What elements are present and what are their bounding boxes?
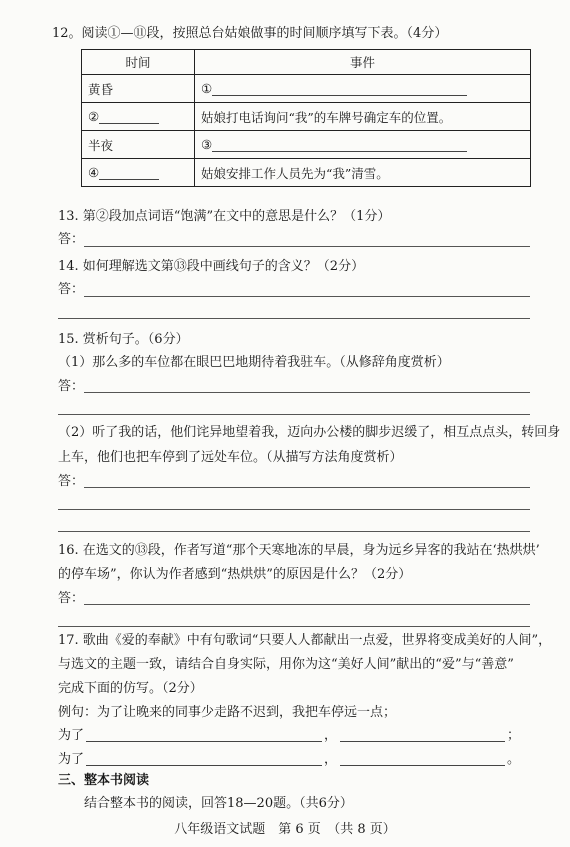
answer-line[interactable]	[58, 509, 530, 510]
q16-line2: 的停车场”，你认为作者感到“热烘烘”的原因是什么？（2分）	[58, 567, 412, 582]
q17-fill-prefix-2: 为了	[58, 752, 85, 767]
fill-blank[interactable]	[86, 741, 322, 742]
q15-prompt: 15. 赏析句子。（6分）	[58, 332, 189, 347]
q17-comma-2: ，	[324, 752, 338, 767]
q17-line3: 完成下面的仿写。（2分）	[58, 681, 203, 696]
q17-example: 例句：为了让晚来的同事少走路不迟到，我把车停远一点；	[58, 705, 397, 720]
q17-line2: 与选文的主题一致，请结合自身实际，用你为这“美好人间”献出的“爱”与“善意”	[58, 657, 514, 672]
table-cell-event: ①	[195, 75, 531, 103]
fill-blank[interactable]	[99, 111, 159, 124]
q17-line1: 17. 歌曲《爱的奉献》中有句歌词“只要人人都献出一点爱，世界将变成美好的人间”，	[58, 633, 552, 648]
table-row	[82, 159, 531, 187]
q14-answer-label: 答：	[58, 282, 85, 297]
q17-period: 。	[507, 752, 521, 767]
answer-line[interactable]	[84, 487, 530, 488]
table-row	[82, 131, 531, 159]
answer-line[interactable]	[84, 296, 530, 297]
table-header-time: 时间	[82, 50, 195, 75]
fill-blank[interactable]	[86, 765, 322, 766]
table-cell-time: 黄昏	[82, 75, 195, 103]
answer-line[interactable]	[84, 604, 530, 605]
fill-blank[interactable]	[340, 741, 505, 742]
table-cell-time: ②	[82, 103, 195, 131]
q15-sub2-line2: 上车，他们也把车停到了远处车位。（从描写方法角度赏析）	[58, 450, 403, 465]
answer-line[interactable]	[84, 246, 530, 247]
table-row	[82, 75, 531, 103]
answer-line[interactable]	[84, 392, 530, 393]
answer-line[interactable]	[58, 626, 530, 627]
table-cell-event: 姑娘打电话询问“我”的车牌号确定车的位置。	[195, 103, 531, 131]
q15-sub2-line1: （2）听了我的话，他们诧异地望着我，迈向办公楼的脚步迟缓了，相互点点头，转回身	[58, 425, 561, 440]
fill-blank[interactable]	[212, 83, 467, 96]
q15-answer-label-2: 答：	[58, 474, 85, 489]
q17-comma-1: ，	[324, 728, 338, 743]
table-cell-time: 半夜	[82, 131, 195, 159]
page-footer: 八年级语文试题 第 6 页 （共 8 页）	[174, 822, 396, 837]
fill-blank[interactable]	[340, 765, 505, 766]
answer-line[interactable]	[58, 318, 530, 319]
table-header-event: 事件	[195, 50, 531, 75]
q15-sub1: （1）那么多的车位都在眼巴巴地期待着我驻车。（从修辞角度赏析）	[58, 355, 450, 370]
section3-title: 三、整本书阅读	[58, 773, 150, 788]
q12-table	[81, 49, 531, 187]
table-cell-time: ④	[82, 159, 195, 187]
q16-line1: 16. 在选文的⑬段，作者写道“那个天寒地冻的早晨，身为远乡异客的我站在‘热烘烘’	[58, 543, 540, 558]
answer-line[interactable]	[58, 531, 530, 532]
q12-prompt: 12。阅读①—⑪段，按照总台姑娘做事的时间顺序填写下表。（4分）	[52, 26, 448, 41]
fill-blank[interactable]	[212, 139, 467, 152]
section3-instruction: 结合整本书的阅读，回答18—20题。（共6分）	[84, 796, 353, 811]
fill-blank[interactable]	[99, 167, 159, 180]
q17-semicolon: ；	[507, 728, 521, 743]
answer-line[interactable]	[58, 414, 530, 415]
table-header-row	[82, 50, 531, 75]
q13-answer-label: 答：	[58, 232, 85, 247]
q17-fill-prefix-1: 为了	[58, 728, 85, 743]
table-cell-event: ③	[195, 131, 531, 159]
q14-prompt: 14. 如何理解选文第⑬段中画线句子的含义？（2分）	[58, 259, 365, 274]
table-row	[82, 103, 531, 131]
q15-answer-label-1: 答：	[58, 379, 85, 394]
table-cell-event: 姑娘安排工作人员先为“我”清雪。	[195, 159, 531, 187]
q13-prompt: 13. 第②段加点词语“饱满”在文中的意思是什么？（1分）	[58, 209, 391, 224]
q16-answer-label: 答：	[58, 591, 85, 606]
